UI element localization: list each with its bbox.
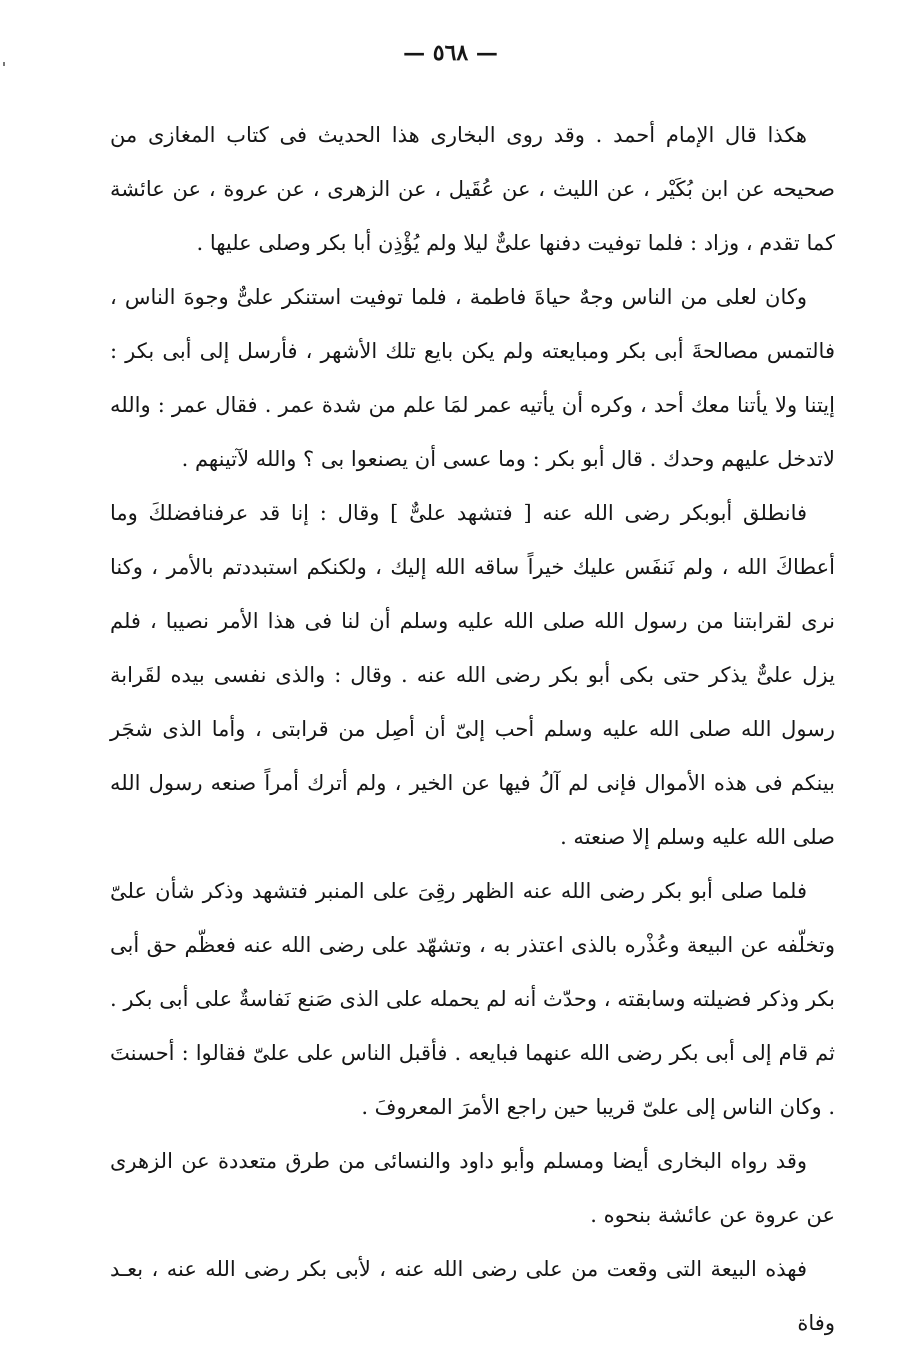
paragraph-2: وكان لعلى من الناس وجهٌ حياةَ فاطمة ، فلما توفيت استنكر علىٌّ وجوهَ الناس ، فالتمس مصالحةَ أبى بكر ومبايعته ولم يكن بايع تلك الأشهر ، فأرسل إلى أبى بكر : إيتنا ولا يأتنا معك أحد ، وكره أن يأتيه عمر لمَا علم من شدة عمر . فقال عمر : والله لاتدخل عليهم وحدك . قال أبو بكر : وما عسى أن يصنعوا بى ؟ والله لآتينهم . bbox=[110, 285, 835, 471]
paragraph-5: وقد رواه البخارى أيضا ومسلم وأبو داود والنسائى من طرق متعددة عن الزهرى عن عروة عن عائشة بنحوه . bbox=[110, 1149, 835, 1227]
page-number: — ٥٦٨ — bbox=[403, 40, 498, 66]
paragraph-3: فانطلق أبوبكر رضى الله عنه [ فتشهد علىٌّ ] وقال : إنا قد عرفنافضلكَ وما أعطاكَ الله ، ولم نَنفَس عليك خيراً ساقه الله إليك ، ولكنكم استبددتم بالأمر ، وكنا نرى لقرابتنا من رسول الله صلى الله عليه وسلم أن لنا فى هذا الأمر نصيبا ، فلم يزل علىٌّ يذكر حتى بكى أبو بكر رضى الله عنه . وقال : والذى نفسى بيده لقَرابة رسول الله صلى الله عليه وسلم أحب إلىّ أن أصِل من قرابتى ، وأما الذى شجَر بينكم فى هذه الأموال فإنى لم آلُ فيها عن الخير ، ولم أترك أمراً صنعه رسول الله صلى الله عليه وسلم إلا صنعته . bbox=[110, 501, 835, 849]
paragraph-1: هكذا قال الإمام أحمد . وقد روى البخارى هذا الحديث فى كتاب المغازى من صحيحه عن ابن بُكَيْر ، عن الليث ، عن عُقَيل ، عن الزهرى ، عن عروة ، عن عائشة كما تقدم ، وزاد : فلما توفيت دفنها علىٌّ ليلا ولم يُؤْذِن أبا بكر وصلى عليها . bbox=[110, 123, 835, 255]
paragraph-4: فلما صلى أبو بكر رضى الله عنه الظهر رقِىَ على المنبر فتشهد وذكر شأن علىّ وتخلّفه عن البيعة وعُذْره بالذى اعتذر به ، وتشهّد على رضى الله عنه فعظّم حق أبى بكر وذكر فضيلته وسابقته ، وحدّث أنه لم يحمله على الذى صَنع نَفاسةٌ على أبى بكر . ثم قام إلى أبى بكر رضى الله عنهما فبايعه . فأقبل الناس على علىّ فقالوا : أحسنتَ . وكان الناس إلى علىّ قريبا حين راجع الأمرَ المعروفَ . bbox=[110, 879, 835, 1119]
page-body bbox=[110, 108, 835, 1350]
paragraph-6: فهذه البيعة التى وقعت من على رضى الله عنه ، لأبى بكر رضى الله عنه ، بعـد وفاة bbox=[110, 1257, 835, 1335]
